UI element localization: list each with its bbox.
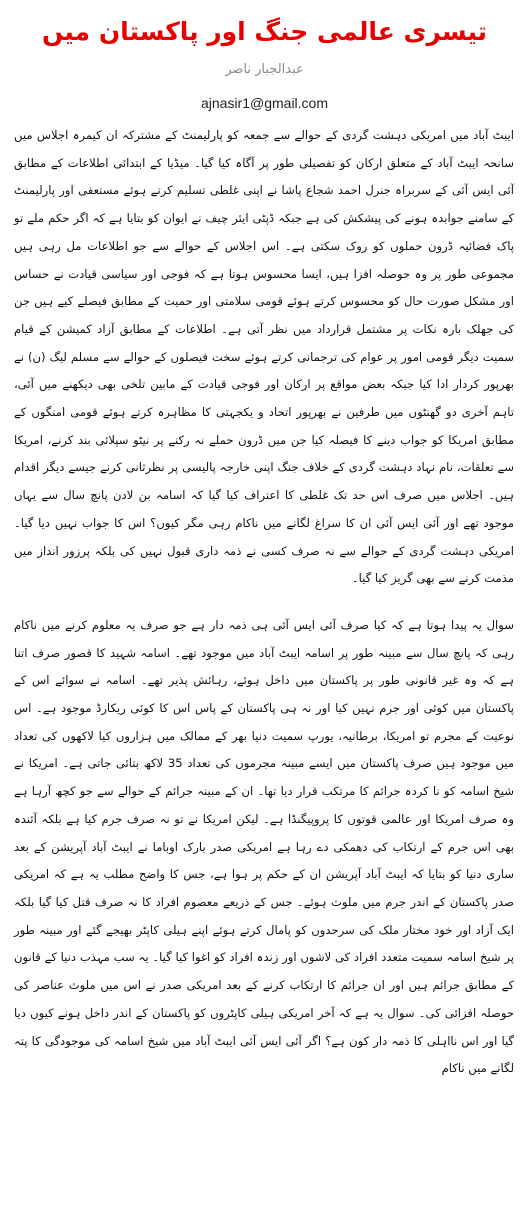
article-paragraph-1: ایبٹ آباد میں امریکی دہشت گردی کے حوالے سے جمعہ کو پارلیمنٹ کے مشترکہ ان کیمرہ اجلاس میں سانحہ ایبٹ آباد کے متعلق ارکان کو تفصیلی طور پر آگاہ کیا گیا۔ میڈیا کے ابتدائی اطلاعات کے مطابق آئی ایس آئی کے سربراہ جنرل احمد شجاع پاشا نے اپنی غلطی تسلیم کرتے ہوئے مستعفی اور پارلیمنٹ کے سامنے جوابدہ ہونے کی پیشکش کی ہے جبکہ ڈپٹی ایئر چیف نے ایوان کو بتایا ہے کہ اگر حکم ملے تو پاک فضائیہ ڈرون حملوں کو روک سکتی ہے۔ اس اجلاس کے حوالے سے جو اطلاعات مل رہی ہیں مجموعی طور پر وہ حوصلہ افزا ہیں، ایسا محسوس ہوتا ہے کہ فوجی اور سیاسی قیادت نے حساس اور مشکل صورت حال کو محسوس کرتے ہوئے قومی سلامتی اور حمیت کے مطابق فیصلے کیے ہیں جن کی جھلک بارہ نکات پر مشتمل قرارداد میں نظر آتی ہے۔ اطلاعات کے مطابق آزاد کمیشن کے قیام سمیت دیگر قومی امور پر عوام کی ترجمانی کرتے ہوئے سخت فیصلوں کے حوالے سے مسلم لیگ (ن) نے بھرپور کردار ادا کیا جبکہ بعض مواقع پر ارکان اور فوجی قیادت کے مابین تلخی بھی دیکھنے میں آئی، تاہم آخری دو گھنٹوں میں طرفین نے بھرپور اتحاد و یکجہتی کا مظاہرہ کرتے ہوئے قومی امنگوں کے مطابق امریکا کو جواب دینے کا فیصلہ کیا جن میں ڈرون حملے نہ رکنے پر نیٹو سپلائی بند کرنے، امریکا سے تعلقات، نام نہاد دہشت گردی کے خلاف جنگ اپنی خارجہ پالیسی پر نظرثانی کرنے جیسے دیگر اقدام ہیں۔ اجلاس میں صرف اس حد تک غلطی کا اعتراف کیا گیا کہ اسامہ بن لادن پانچ سال سے یہاں موجود تھے اور آئی ایس آئی ان کا سراغ لگانے میں ناکام رہی مگر کیوں؟ اس کا جواب نہیں دیا گیا۔ امریکی دہشت گردی کے حوالے سے نہ صرف کسی نے ذمہ داری قبول نہیں کی بلکہ پرزور انداز میں مذمت کرنے سے بھی گریز کیا گیا۔ <box>14 128 514 586</box>
article-title: تیسری عالمی جنگ اور پاکستان میں <box>41 17 488 46</box>
author-email: ajnasir1@gmail.com <box>200 95 329 111</box>
article-author: عبدالجبار ناصر <box>225 62 304 77</box>
article-body <box>14 122 514 1083</box>
article-paragraph-2: سوال یہ پیدا ہوتا ہے کہ کیا صرف آئی ایس آئی ہی ذمہ دار ہے جو صرف یہ معلوم کرنے میں ناکام رہی کہ پانچ سال سے مبینہ طور پر اسامہ ایبٹ آباد میں موجود تھے۔ اسامہ شہید کا قصور صرف اتنا ہے کہ وہ غیر قانونی طور پر پاکستان میں داخل ہوئے، رہائش پذیر تھے۔ اسامہ نے سوائے اس کے پاکستان میں کوئی اور جرم نہیں کیا اور نہ ہی پاکستان کے پاس اس کا کوئی ریکارڈ موجود ہے۔ اس نوعیت کے مجرم تو امریکا، برطانیہ، یورپ سمیت دنیا بھر کے ممالک میں ہزاروں کیا لاکھوں کی تعداد میں موجود ہیں صرف پاکستان میں ایسے مبینہ مجرموں کی تعداد 35 لاکھ بتائی جاتی ہے۔ امریکا نے شیخ اسامہ کو نا کردہ جرائم کا مرتکب قرار دیا تھا۔ ان کے مبینہ جرائم کے حوالے سے جو کچھ آرہا ہے وہ صرف امریکا اور عالمی قوتوں کا پروپیگنڈا ہے۔ لیکن امریکا نے تو نہ صرف جرم کیا ہے بلکہ آئندہ بھی اس جرم کے ارتکاب کی دھمکی دے رہا ہے امریکی صدر بارک اوباما نے ایبٹ آباد آپریشن کے بعد ساری دنیا کو بتایا کہ ایبٹ آباد آپریشن ان کے حکم پر ہوا ہے، جس کا واضح مطلب یہ ہے کہ امریکی صدر پاکستان کے اندر جرم میں ملوث ہوئے۔ جس کے ذریعے معصوم افراد کا نہ صرف قتل کیا گیا بلکہ ایک آزاد اور خود مختار ملک کی سرحدوں کو پامال کرتے ہوئے اپنے ہیلی کاپٹر بھیجے گئے اور مبینہ طور پر شیخ اسامہ سمیت متعدد افراد کی لاشوں اور زندہ افراد کو اغوا کیا گیا۔ یہ سب مہذب دنیا کے قانون کے مطابق جرائم ہیں اور ان جرائم کا ارتکاب کرنے کے بعد امریکی صدر نے اس میں ملوث عناصر کی حوصلہ افزائی کی۔ سوال یہ ہے کہ آخر امریکی ہیلی کاپٹروں کو پاکستان کے اندر داخل ہونے کیوں دیا گیا اور اس نااہلی کا ذمہ دار کون ہے؟ اگر آئی ایس آئی ایبٹ آباد میں شیخ اسامہ کی موجودگی کا پتہ لگانے میں ناکام <box>14 617 514 1076</box>
